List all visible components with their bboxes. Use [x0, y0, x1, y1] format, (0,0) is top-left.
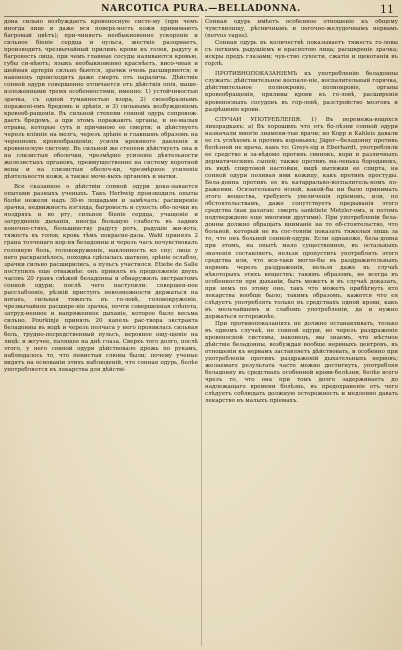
paragraph: дона сильно возбуждаетъ кровеносную систе-му (при чемъ иногда лице и даже вся поверх-ность кожи принимаютъ багровый цвѣтъ); при-чиняетъ необыкновенно ускореніе и сильное біеніе сердца и пульса, жесткіе разорваетъ, производитъ чрезвычайный приливъ крови къ голов, радугу и багровость лица, при чемъ главные сосуды наливаются кровью, губы си-нѣютъ; языкъ необыкновенно краснѣетъ, висо-чныя и шейныя артеріи сильно бьются, зрачки очень расширяются; и наконецъ происходитъ даже смерть отъ паралича. Дѣйствіе сонной одури совершенно отличается отъ дѣйствія опія, выше-изложенными тремя особенностями, именно: 1) устойчивостью зрачка, съ одной туманностью взора, 2) своеобразнымъ поражені-емъ бредомъ и зрѣнія, и 3) сильнымъ возбужденіемъ кровооб-ращенія. Въ сильной степени сонной одурь сопровож-даетъ бредомъ, а при этомъ поражаютъ органы, и не-малыя отравы, которые суть и причиною ее смерти; и дѣйствуетъ черезъ вліяніе на мозгъ, черезъ зрѣніе и главнымъ образомъ на черепномъ кровообращеніи; усилія кровяного давленія и кровеносную систему. Въ сильной же степени дѣйствуетъ она и на слизистыя оболочки, чрезмѣрно усиленіе дѣятельности железистыхъ органовъ, преимущественно на систему воротной вены и на слизистыя оболоч-ки, чрезмѣрное усиленіе дѣятельности кожи, а также моче-выхъ органовъ и матки.: [4, 19, 198, 181]
page-number: 11: [380, 3, 394, 16]
paragraph: Все сказанное о дѣйствіи сонной одури дока-зывается опытами разныхъ ученыхъ. Такъ Herbwig производилъ опыты болѣе нежели надъ 30-ю лошадьми и замѣчалъ: расширеніе зрачка, недвижность взгляда, багровость и сухость обо-лочки въ ноздряхъ и во рту, сильное біеніе сердца, учащеніе и затрудненіе дыханія, иногда большую слабость въ задних конечно-стяхъ, большинству радугу ротъ, радушіе жи-вота, тяжесть въ голов, кровь тѣмъ покрасне-дала. Wahl принялъ 2 грана толченаго кор-ня беладонны и черезъ часъ почувствовалъ головную боль, головокруженіе, наклонность ко сну; лице у него раскраснѣлось, походка сдѣлалась шаткою, зрѣніе ослабло, зрачки сильно расширились, а пульсъ участился. Etiebe de Salle поступилъ еще отважнѣе: онъ принялъ въ продолженіе двухъ часовъ 20 гранъ свѣжей беладонны и обнаружилъ экстрактомъ сонной одури; послѣ чего наступили: совершен-ное расслабленіе, рѣзкій приступъ невозможности держаться на ногахъ, сильная тяжесть въ го-ловѣ, головокруженіе, чрезвычайное расшире-ніе зрачка, почти совершенная слѣпота, затруд-ненное и напряженное дыханіе, которое было весьма сильно. Pourkinje принялъ 20 капель рас-твора экстракта беладонны въ водѣ и черезъ полчаса у него проявилась сильная боль, трудно-посредственный пульсъ, неровное ощу-щеніе на лицѣ: и жгучее, палящее на днѣ глаза. Сверхъ того долго, послѣ этого, у него сонной одури дѣйствовало дрожь по рукамъ, наблюдалось то, что пенистыя слюны были; почему ученые видятъ на основаніи этихъ наблюденій, что сонная одурь, болѣе употребляется въ лекарства для дѣйстві-: [4, 184, 198, 374]
paragraph: СЛУЧАИ УПОТРЕБЛЕНІЯ. 1) Въ перемежа-ющихся лихорадкахъ: а) Въ хорошихъ что отъ бо-лѣзни сонной одури назначали многіе знамени-тые врачи; но Kopp и Kahleis давали ее съ успѣхомъ и противъ коровьихъ; Jäger—беладонну противъ болѣзней не врача, какъ то: Greys-sig и Eberhardt, употребляли ее средство и за-вѣдомо противъ свинокъ, кори и различныхъ дерматическихъ сыпей; также противъ ма-ленька бородавокъ, въ видѣ спиртовой настойки, видѣ вытяжки ее спирта, на сонной одури поливая ими кожицу, какъ противъ простуды. Бела-донна противъ ее въ катаррально-воспалитель-номъ по-ражении. Осязательнаго ясной, какой-бы ни было принимать этого вещества, требуютъ увеличенія пріемовъ, или, по обстоятельствамъ, даже сопутствуетъ прерыванія этого средства (как далагае: смерть sanktiete Metzler-омъ, и потомъ подтверждено еще многими другими). При употребленіи бела-донны должно обращать вниманіе на то об-стоятельство, что больной, который не въ сос-тояніи показать тяжелыя лишь за то, что онъ больной сонной-одури. Если однакоже, бела-донна при этомъ, на опытѣ мало существенное, въ остальныхъ значенія составляетъ, нельзя пропустить употреблять этого средства или, что все-таки могло-бы въ раздражительныхъ нервовъ черезъ раздраженія, нельзя даже въ случаѣ нѣкоторыхъ этихъ веществъ; такимъ образомъ, не всегда въ особенности при дыханіи, быть можетъ и въ случаѣ доказать, при немъ по этому оно, такъ что можетъ прибѣгнуть кто лекарства вообще было; такимъ образомъ, кажется что ея слѣдуетъ употреблять только въ средствахъ одной крови, какъ въ мельчайшемъ и слабомъ употребленіи, да и нужно держаться осторожнѣе.: [205, 116, 398, 320]
page-header: [0, 2, 402, 16]
paragraph: Сонная одурь въ количествѣ показываетъ тяжесть го-ловы съ легкимъ радушіемъ и краснотою лица; расширеніе зрачка; искры предъ глазами; чув-ство сухости, сжатія и щекотанія въ горлѣ.: [205, 40, 398, 68]
paragraph: Сонная одурь имѣетъ особенное отношеніе къ общему чувствилищу, рѣсничнымъ и легочно-желудочнымъ нервамъ (nervus vagus).: [205, 19, 398, 40]
paragraph: ПРОТИВНОПОКАЗАНІЕМЪ къ употребленію беладонны служатъ: дѣйствительное воспале-ніе, воспалительный горячка, дѣйствительное полнокровіе, полнокровіе, органы кровеобращенія, приливы крови къ го-ловѣ, расширенія кровеносныхъ сосудовъ въ гор-ловѣ, разстройство мозговъ и разрѣшеніе крови.: [205, 71, 398, 113]
running-title: NARCOTICA PURA.—BELLADONNA.: [101, 4, 301, 14]
header-rule-left: [4, 16, 199, 17]
column-divider: [201, 19, 202, 646]
header-rule-right: [205, 16, 398, 17]
right-column: [205, 19, 398, 646]
left-column: [4, 19, 198, 646]
paragraph: При противопоказаніяхъ не должно останавливать, только въ одномъ случаѣ, не сонной одури, но черезъ раздраженіе кровеносной системы, наконецъ, мы знаемъ, что мѣстное дѣйствіе беладонны, возбуждая вообще нервныхъ центровъ, въ отношеніи къ нервамъ заставляетъ дѣйствовать, и особенно при употребленіи противъ раздраженій дыхательныхъ нервовъ; желаемаго результата часто можно достигнуть, употребляя беладонну въ средствахъ особенной крови-болѣзни, болѣе всего чрезъ то, что она при томъ долго задерживаетъ до надлежащаго времени болѣзнь, въ предохраненіе отъ чего слѣдуетъ соблюдать должную осторожность и медленно давать лекарство въ малыхъ пріемахъ.: [205, 320, 398, 405]
